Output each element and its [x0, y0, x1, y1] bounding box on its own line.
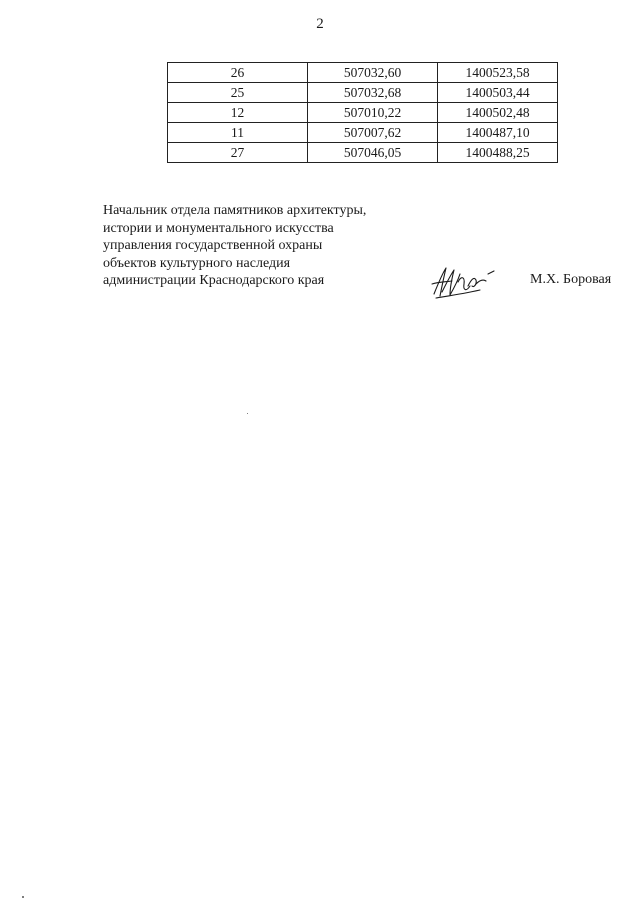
point-number-cell: 26	[168, 63, 308, 83]
scan-speck	[247, 413, 248, 414]
x-coordinate-cell: 507010,22	[308, 103, 438, 123]
point-number-cell: 27	[168, 143, 308, 163]
y-coordinate-cell: 1400488,25	[438, 143, 558, 163]
table-row	[168, 123, 558, 143]
coordinates-table	[167, 62, 558, 163]
y-coordinate-cell: 1400503,44	[438, 83, 558, 103]
table-row	[168, 83, 558, 103]
signatory-position	[103, 202, 403, 290]
table-row	[168, 63, 558, 83]
table-row	[168, 143, 558, 163]
position-line: управления государственной охраны	[103, 238, 323, 253]
point-number-cell: 25	[168, 83, 308, 103]
position-line: администрации Краснодарского края	[103, 273, 325, 288]
x-coordinate-cell: 507032,68	[308, 83, 438, 103]
x-coordinate-cell: 507032,60	[308, 63, 438, 83]
x-coordinate-cell: 507046,05	[308, 143, 438, 163]
y-coordinate-cell: 1400502,48	[438, 103, 558, 123]
y-coordinate-cell: 1400487,10	[438, 123, 558, 143]
position-line: объектов культурного наследия	[103, 255, 291, 271]
scan-speck	[22, 896, 24, 898]
point-number-cell: 11	[168, 123, 308, 143]
table-row	[168, 103, 558, 123]
handwritten-signature	[428, 262, 498, 304]
signer-name: М.Х. Боровая	[530, 272, 612, 287]
y-coordinate-cell: 1400523,58	[438, 63, 558, 83]
position-line: Начальник отдела памятников архитектуры,	[103, 203, 367, 218]
point-number-cell: 12	[168, 103, 308, 123]
page-number: 2	[316, 16, 324, 32]
x-coordinate-cell: 507007,62	[308, 123, 438, 143]
position-line: истории и монументального искусства	[103, 220, 334, 236]
